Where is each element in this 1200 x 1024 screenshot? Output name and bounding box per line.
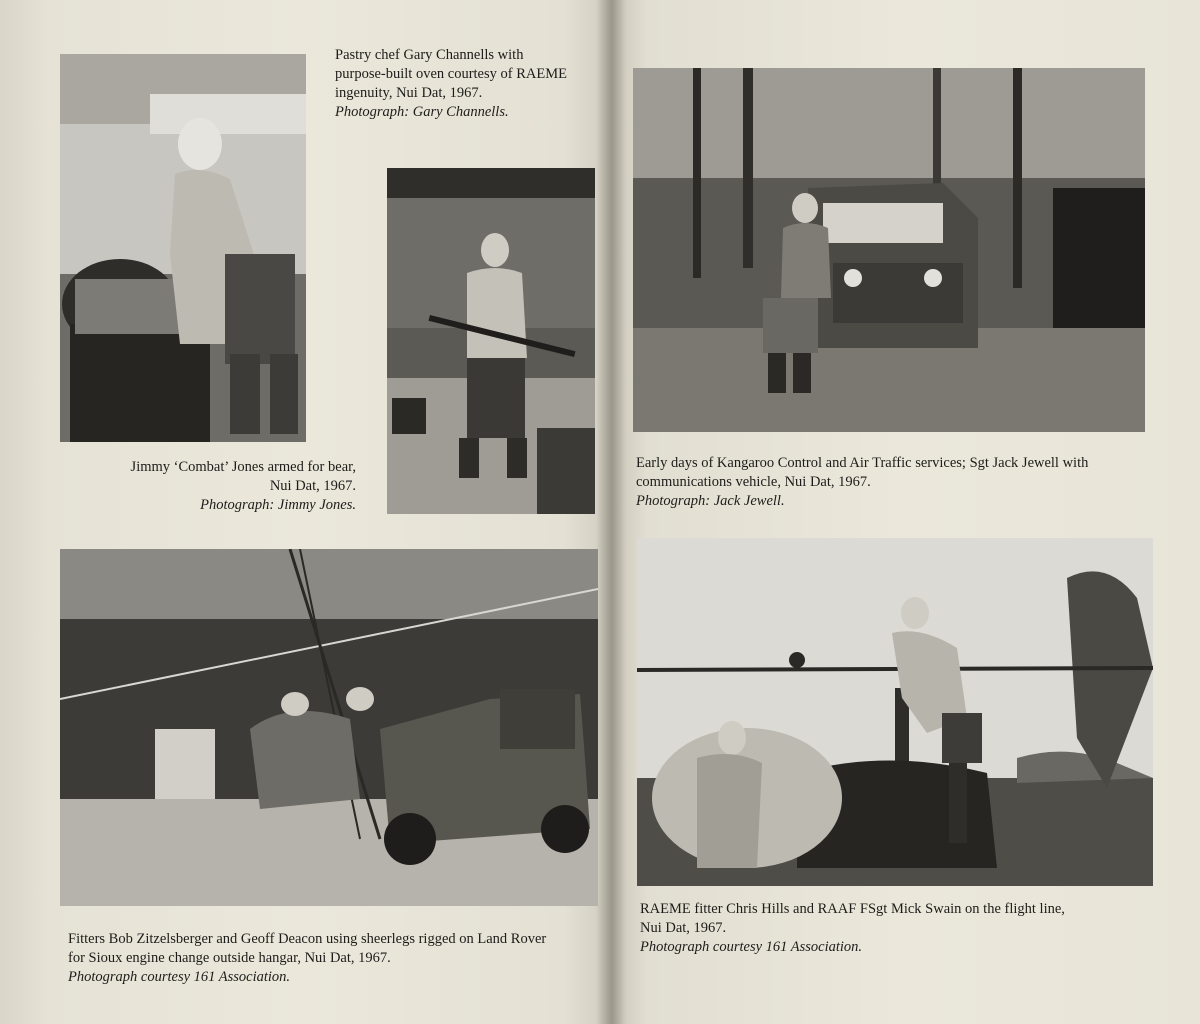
caption-line: Fitters Bob Zitzelsberger and Geoff Deacon using sheerlegs rigged on Land Rover — [68, 931, 547, 947]
caption-line: Nui Dat, 1967. — [640, 920, 727, 936]
photo-credit: Photograph: Gary Channells. — [335, 104, 509, 120]
caption-line: Jimmy ‘Combat’ Jones armed for bear, — [130, 459, 356, 475]
photo-credit: Photograph courtesy 161 Association. — [68, 969, 291, 985]
photo-hills-swain-flight-line — [637, 538, 1153, 886]
caption-line: ingenuity, Nui Dat, 1967. — [335, 85, 483, 101]
caption-jack-jewell — [636, 454, 1146, 511]
caption-jimmy-jones — [60, 458, 356, 515]
caption-line: communications vehicle, Nui Dat, 1967. — [636, 474, 871, 490]
book-gutter — [596, 0, 626, 1024]
caption-line: RAEME fitter Chris Hills and RAAF FSgt Mick Swain on the flight line, — [640, 901, 1065, 917]
photo-credit: Photograph courtesy 161 Association. — [640, 939, 863, 955]
caption-line: purpose-built oven courtesy of RAEME — [335, 66, 567, 82]
photo-jack-jewell-vehicle — [633, 68, 1145, 432]
photo-pastry-chef-oven — [60, 54, 306, 442]
photo-jimmy-jones — [387, 168, 595, 514]
caption-line: for Sioux engine change outside hangar, Nui Dat, 1967. — [68, 950, 391, 966]
caption-fitters — [68, 930, 598, 987]
caption-hills-swain — [640, 900, 1150, 957]
caption-line: Early days of Kangaroo Control and Air Traffic services; Sgt Jack Jewell with — [636, 455, 1089, 471]
caption-line: Pastry chef Gary Channells with — [335, 47, 524, 63]
caption-line: Nui Dat, 1967. — [269, 478, 356, 494]
photo-credit: Photograph: Jack Jewell. — [636, 493, 785, 509]
photo-fitters-land-rover — [60, 549, 598, 906]
caption-pastry-chef — [335, 46, 595, 122]
photo-credit: Photograph: Jimmy Jones. — [200, 497, 356, 513]
